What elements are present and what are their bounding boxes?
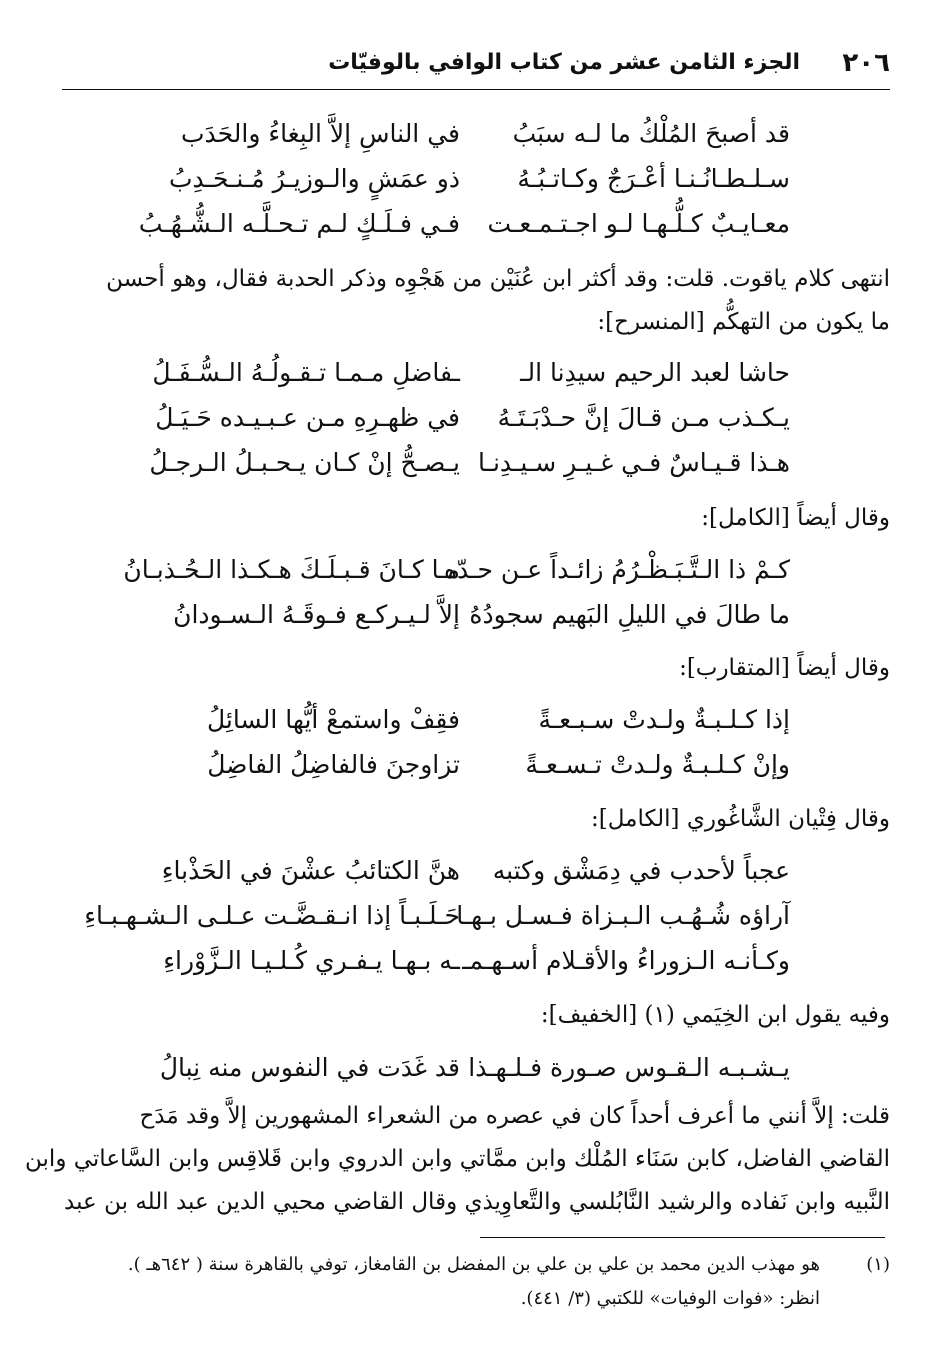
verse-second-hemistich: ـه بـهـا يـفـري كُـلـيـا الـزَّوْراءِ [163,946,460,975]
verse-second-hemistich: في الناسِ إلاَّ البِغاءُ والحَدَب [181,119,460,148]
prose-line: وقال أيضاً [الكامل]: [701,505,890,531]
verse-line [150,166,790,196]
verse-line [150,858,790,888]
footnote-line: انظر: «فوات الوفيات» للكتبي (٣/ ٤٤١). [520,1288,820,1309]
footnote-rule [480,1237,885,1238]
prose-line: قلت: إلاَّ أنني ما أعرف أحداً كان في عصره من الشعراء المشهورين إلاَّ وقد مَدَح [139,1103,890,1129]
verse-first-hemistich: عجباً لأحدب في دِمَشْق وكتبه [492,856,790,885]
verse-first-hemistich: يـكـذب مـن قـالَ إنَّ حـدْبَـتَـهُ [497,403,790,432]
header-rule [62,89,890,90]
verse-line [138,209,790,241]
verse-line [150,405,790,435]
verse-first-hemistich: معـايـبٌ كـلُّـهـا لـو اجـتـمـعـت [487,209,790,238]
page-header [62,44,890,88]
verse-second-hemistich: ـفاضلِ مـمـا تـقـولُـهُ الـسُّـفَـلُ [152,358,460,387]
verse-second-hemistich: مـا كـانَ قـبـلَـكَ هـكـذا الـحُـذبـانُ [123,555,460,584]
prose-line: وفيه يقول ابن الخِيَمي (١) [الخفيف]: [540,1002,890,1028]
verse-second-hemistich: هنَّ الكتائبُ عشْنَ في الحَذْباءِ [161,856,460,885]
verse-line [123,555,790,587]
verse-first-hemistich: قد أصبحَ المُلْكُ ما لـه سبَبُ [512,119,790,148]
verse-first-hemistich: هـذا قـيـاسٌ فـي غـيـرِ سـيـدِنـا [478,448,790,477]
verse-first-hemistich: إذا كـلـبـةٌ ولـدتْ سـبـعـةً [538,705,790,734]
verse-first-hemistich: آراؤه شُـهُـب الـبـزاة فـسـل بـهـا [456,901,790,930]
prose-line: ما يكون من التهكُّم [المنسرح]: [597,309,890,335]
verse-line [150,1055,790,1085]
verse-line [150,602,790,632]
verse-line [150,948,790,978]
verse-second-hemistich: إلاَّ لـيـركـع فـوقَـهُ الـسـودانُ [173,600,460,629]
verse-line [150,450,790,480]
verse-second-hemistich: في ظهـرِهِ مـن عـبـيـده حَـيَـلُ [155,403,460,432]
verse-second-hemistich: فـي فـلَـكٍ لـم تـحـلَّـه الـشُّـهُـبُ [138,209,460,238]
verse-line [150,121,790,151]
prose-line: انتهى كلام ياقوت. قلت: وقد أكثر ابن عُنَيْن من هَجْوِه وذكر الحدبة فقال، وهو أحسن [106,266,890,292]
prose-line: القاضي الفاضل، كابن سَنَاء المُلْك وابن ممَّاتي وابن الدروي وابن قَلاقِس وابن السَّاعاتي وابن [25,1146,890,1172]
verse-second-hemistich: ذو عمَشٍ والـوزيـرُ مُـنـحَـدِبُ [168,164,460,193]
verse-first-hemistich: يـشـبـه الـقـوس صـورة فـلـهـذا [468,1053,790,1082]
footnote-line: هو مهذب الدين محمد بن علي بن علي بن المفضل بن القامغاز، توفي بالقاهرة سنة ( ٦٤٢هـ ). [127,1254,820,1275]
verse-second-hemistich: تزاوجنَ فالفاضِلُ الفاضِلُ [207,750,460,779]
verse-first-hemistich: وإنْ كـلـبـةٌ ولـدتْ تـسـعـةً [525,750,790,779]
verse-first-hemistich: سـلـطـانُـنـا أعْـرَجٌ وكـاتـبُـهُ [517,164,790,193]
prose-line: النَّبيه وابن نَفاده والرشيد النَّابُلسي والتَّعاوِيذي وقال القاضي محيي الدين عبد الله بن عبد [64,1189,890,1215]
verse-line [150,752,790,782]
prose-line: وقال فِتْيان الشَّاغُوري [الكامل]: [590,806,890,832]
verse-second-hemistich: فقِفْ واستمعْ أيُّها السائِلُ [206,705,460,734]
verse-line [84,901,790,933]
verse-first-hemistich: ما طالَ في الليلِ البَهيم سجودُهُ [469,600,790,629]
verse-second-hemistich: حَـلَـبـاً إذا انـقـضَّـت عـلـى الـشـهـبـاءِ [84,901,460,930]
verse-first-hemistich: حاشا لعبد الرحيم سيدِنا الـ [520,358,790,387]
verse-line [150,707,790,737]
verse-first-hemistich: كـمْ ذا الـتَّـبَـظْـرُمُ زائـداً عـن حـدّه [443,555,790,584]
verse-line [150,360,790,390]
verse-first-hemistich: وكـأنـه الـزوراءُ والأقـلام أسـهـمـ [462,946,790,975]
verse-second-hemistich: يـصـحُّ إنْ كـان يـحـبـلُ الـرجـلُ [149,448,460,477]
page-number: ٢٠٦ [842,48,890,78]
verse-second-hemistich: قد غَدَت في النفوس منه نِبالُ [159,1053,460,1082]
footnote-marker: (١) [866,1254,890,1275]
running-title: الجزء الثامن عشر من كتاب الوافي بالوفيّات [328,50,800,75]
prose-line: وقال أيضاً [المتقارب]: [679,655,890,681]
